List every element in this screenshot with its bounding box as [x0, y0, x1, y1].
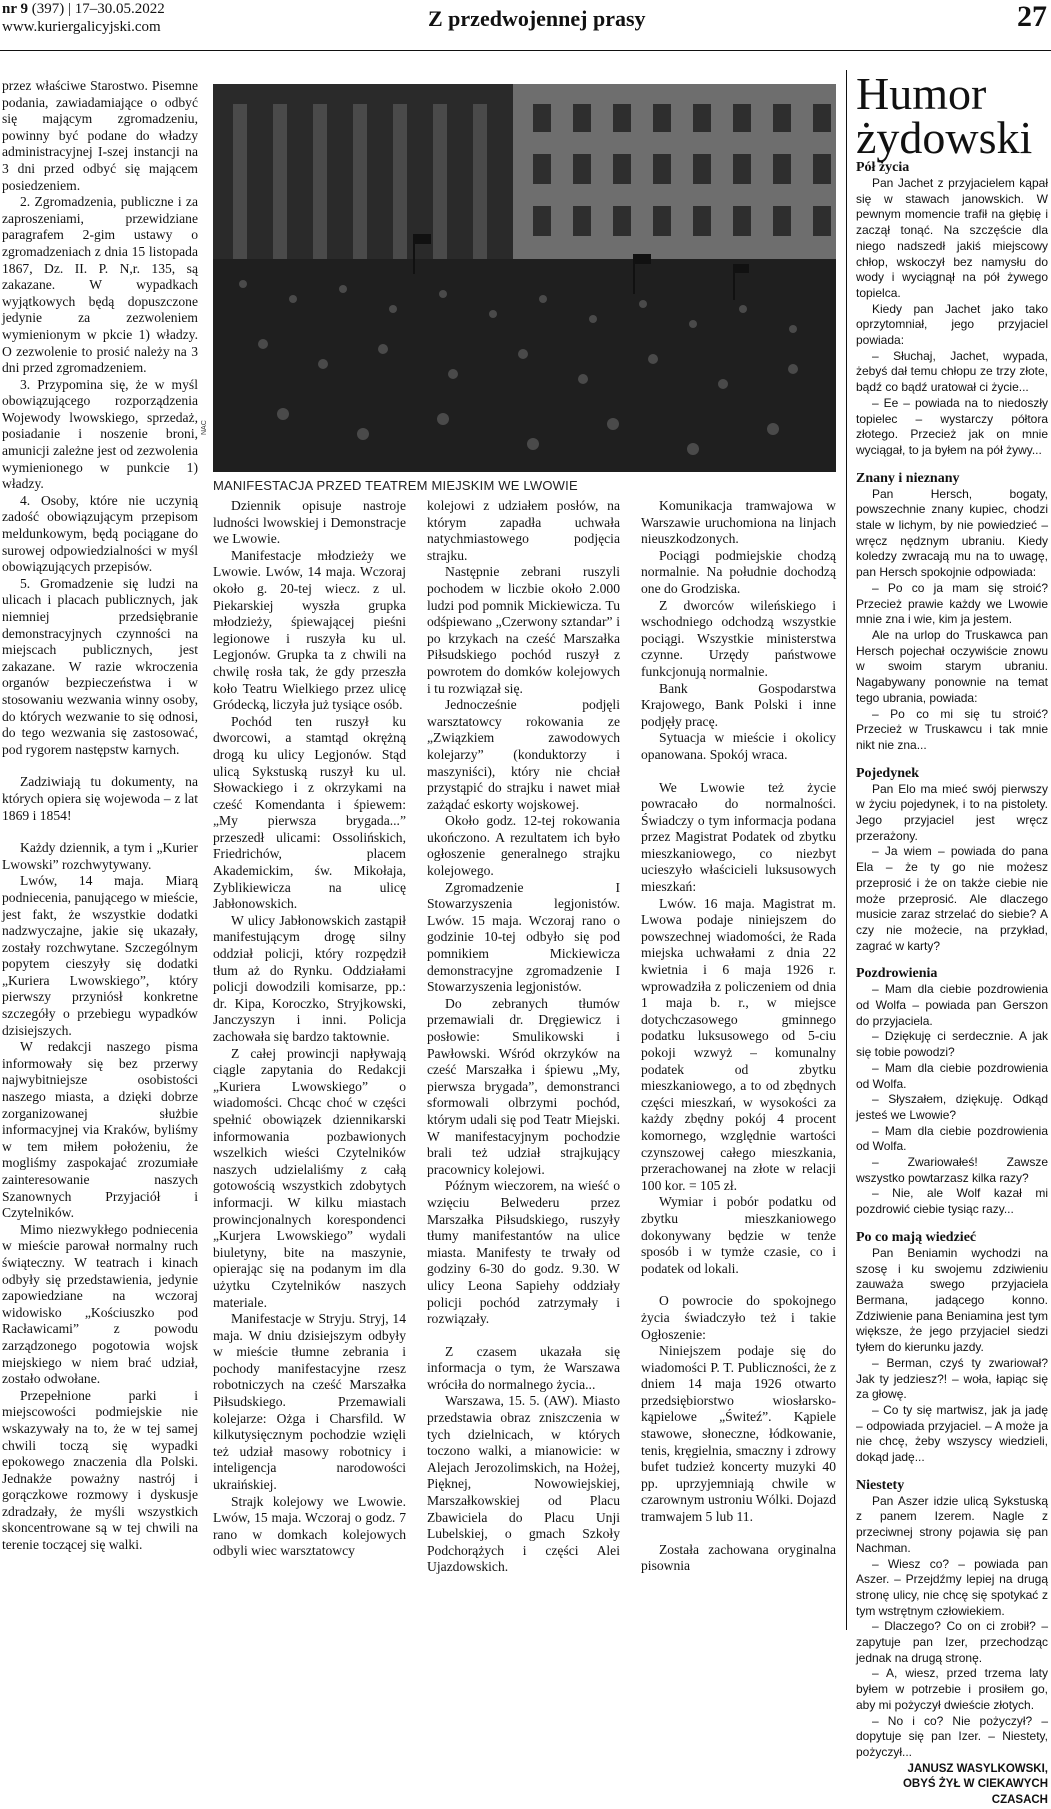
- paragraph: Około godz. 12-tej rokowania ukończono. A rezultatem ich było ogłoszenie generalnego strajku kolejowego.: [427, 813, 620, 879]
- joke-paragraph: Ale na urlop do Truskawca pan Hersch pojechał oczywiście znowu w swoim starym ubraniu. Nagabywany ponownie na temat tego ubrania, powiada:: [856, 627, 1048, 705]
- paragraph: Dziennik opisuje nastroje ludności lwowskiej i Demonstracje we Lwowie.: [213, 498, 406, 547]
- article-column-4: [641, 498, 836, 1575]
- paragraph: Z czasem ukazała się informacja o tym, że Warszawa wróciła do normalnego życia...: [427, 1343, 620, 1392]
- article-column-2: [213, 498, 406, 1560]
- issue-dates: | 17–30.05.2022: [67, 1, 165, 17]
- paragraph: kolejowi z udziałem posłów, na którym zapadła uchwała natychmiastowego podjęcia strajku.: [427, 498, 620, 563]
- page-header: [0, 0, 1051, 51]
- joke-paragraph: – Nie, ale Wolf kazał mi pozdrowić ciebie tysiąc razy...: [856, 1186, 1048, 1217]
- paragraph: Została zachowana oryginalna pisownia: [641, 1541, 836, 1574]
- paragraph: Lwów, 14 maja. Miarą podniecenia, panującego w mieście, jest fakt, że wszystkie dodatki nadzwyczajne, jakie się ukazały, zostały rozchwytane. Szczególnym popytem cieszyły się dodatki „Kuriera Lwowskiego”, który pierwszy przyniósł konkretne szczegóły o przebiegu wypadków dzisiejszych.: [2, 873, 198, 1038]
- joke-paragraph: Pan Jachet z przyjacielem kąpał się w stawach janowskich. W pewnym momencie trafił na głębię i zaczął tonąć. Na szczęście dla niego nadszedł jakiś miejscowy chłop, wskoczył bez namysłu do wody i wyciągnął na pół żywego topielca.: [856, 176, 1048, 300]
- paragraph: Lwów. 16 maja. Magistrat m. Lwowa podaje niniejszem do powszechnej wiadomości, że Rada miejska uchwałami z dnia 22 kwietnia i 6 maja 1926 r. wprowadziła z policzeniem od dnia 1 maja b. r., w miejsce dotychczasowego gminnego podatku luksusowego od 5-ciu pokoji wzwyż – komunalny podatek od zbytku mieszkaniowego, a to od zbędnych części mieszkań, w wysokości za każdy zbędny pokój 4 procent komornego, względnie wartości czynszowej całego mieszkania, przerachowanej na złote w relacji 100 kor. = 105 zł.: [641, 895, 836, 1193]
- section-title: Z przedwojennej prasy: [428, 6, 646, 31]
- joke-paragraph: Pan Elo ma mieć swój pierwszy w życiu pojedynek, i to na pistolety. Jego przyjaciel jest wręcz przerażony.: [856, 781, 1048, 843]
- joke-paragraph: – Mam dla ciebie pozdrowienia od Wolfa.: [856, 1123, 1048, 1154]
- paragraph: 2. Zgromadzenia, publiczne i za zaproszeniami, przewidziane paragrafem 2-gim ustawy o zgromadzeniach z dnia 15 listopada 1867, Dz. II. P. N,r. 135, są zakazane. W wypadkach wyjątkowych będą dopuszczone jedynie za zezwoleniem wymienionym w pkcie 1) władzy. O zezwolenie to prosić należy na 3 dni przed zgromadzeniem.: [2, 194, 198, 376]
- joke-heading: Pojedynek: [856, 765, 919, 781]
- paragraph: 5. Gromadzenie się ludzi na ulicach i placach publicznych, jak niemniej przedsiębranie demonstracyjnych czynności na miejscach publicznych, jest zakazane. W razie wkroczenia organów bezpieczeństwa i w stosowaniu wezwania winny osoby, do których wezwanie to się odnosi, do tego wezwania się zastosować, pod rygorem następstw karnych.: [2, 575, 198, 757]
- paragraph: przez właściwe Starostwo. Pisemne podania, zawiadamiające o odbyć się mającym zgromadzeniu, powinny być podane do władzy administracyjnej I-szej instancji na 3 dni przed odbyć się mającem posiedzeniem.: [2, 78, 198, 193]
- issue-number: nr 9: [2, 1, 28, 17]
- crowd-photo-illustration: [213, 84, 836, 472]
- paragraph: Bank Gospodarstwa Krajowego, Bank Polski i inne podjęły pracę.: [641, 680, 836, 729]
- paragraph: Zadziwiają tu dokumenty, na których opiera się wojewoda – z lat 1869 i 1854!: [2, 774, 198, 823]
- paragraph: W redakcji naszego pisma informowały się bez przerwy najwybitniejsze osobistości naszego miasta, a dzięki dobrze zorganizowanej służbie informacyjnej via Kraków, byliśmy w tem miłem położeniu, że mogliśmy zaspokajać zrozumiałe zainteresowanie naszych Szanownych Przyjaciół i Czytelników.: [2, 1039, 198, 1221]
- paragraph: Pochód ten ruszył ku dworcowi, a stamtąd okrężną drogą ku ulicy Legjonów. Stąd ulicą Sykstuską ruszył ku ul. Słowackiego i z okrzykami na cześć Komendanta i śpiewem: „My pierwsza brygada...” przeszedł ulicami: Ossolińskich, Friedrichów, placem Akademickim, św. Mikołaja, Zyblikiewicza na ulicę Jabłonowskich.: [213, 713, 406, 912]
- paragraph: Późnym wieczorem, na wieść o wzięciu Belwederu przez Marszałka Piłsudskiego, ruszyły tłumy manifestantów na ulice miasta. Manifesty te trwały od godziny 6-30 do godz. 9.30. W ulicy Leona Sapiehy oddziały policji pochód zatrzymały i rozwiązały.: [427, 1178, 620, 1327]
- paragraph: 4. Osoby, które nie uczynią zadość obowiązującym przepisom meldunkowym, będą pociągane do surowej odpowiedzialności w myśl obowiązujących przepisów.: [2, 492, 198, 575]
- paragraph: Manifestacje w Stryju. Stryj, 14 maja. W dniu dzisiejszym odbyły w mieście tłumne zebrania i pochody manifestacyjne rzesz robotniczych na cześć Marszałka Piłsudskiego. Przemawiali kolejarze: Ożga i Charsfild. W kilkutysięcznym pochodzie wzięli też udział masowy robotnicy i inteligencja narodowości ukraińskiej.: [213, 1311, 406, 1493]
- joke-paragraph: Pan Beniamin wychodzi na szosę i ku swojemu zdziwieniu zauważa swego przyjaciela Bermana, jadącego konno. Zdziwienie pana Beniamina jest tym większe, że jego przyjaciel siedzi tyłem do kierunku jazdy.: [856, 1245, 1048, 1355]
- humor-section-title: Humor żydowski: [856, 68, 1033, 163]
- manifestation-photo: [213, 84, 836, 472]
- joke-paragraph: – Wiesz co? – powiada pan Aszer. – Przejdźmy lepiej na drugą stronę ulicy, nie chcę się spotykać z tym wstrętnym człowiekiem.: [856, 1556, 1048, 1618]
- author-signature: JANUSZ WASYLKOWSKI,: [907, 1762, 1048, 1775]
- joke-paragraph: – Mam dla ciebie pozdrowienia od Wolfa – powiada pan Gerszon do przyjaciela.: [856, 982, 1048, 1028]
- joke-paragraph: – Słuchaj, Jachet, wypada, żebyś dał temu chłopu ze trzy złote, bądź co bądź uratował ci życie...: [856, 348, 1048, 395]
- paragraph: Komunikacja tramwajowa w Warszawie uruchomiona na linjach nieuszkodzonych.: [641, 498, 836, 547]
- paragraph: Przepełnione parki i miejscowości podmiejskie nie wskazywały na to, że w tej samej chwili toczą się wypadki epokowego znaczenia dla Polski. Jednakże poważny nastrój i gorączkowe rozmowy i dyskusje zdradzały, że myśli wszystkich skoncentrowane są w tej chwili na terenie toczącej się walki.: [2, 1387, 198, 1553]
- joke-paragraph: – Zwariowałeś! Zawsze wszystko powtarzasz kilka razy?: [856, 1155, 1048, 1185]
- paragraph: Z całej prowincji napływają ciągle zapytania do Redakcji „Kuriera Lwowskiego” o wiadomości. Chcąc choć w części spełnić obowiązek dziennikarski informowania pozbawionych wszelkich wieści Czytelników naszych udzielaliśmy z całą gotowością wszystkich zdobytych informacji. W kilku miastach prowincjonalnych korespondenci „Kurjera Lwowskiego” wydali biuletyny, bite na maszynie, opierając się na podanym im dla użytku Czytelników naszych materiale.: [213, 1045, 406, 1310]
- joke-paragraph: – Dlaczego? Co on ci zrobił? – zapytuje pan Izer, przechodząc jednak na drugą stronę.: [856, 1619, 1048, 1665]
- joke-paragraph: – Co ty się martwisz, jak ja jadę – odpowiada przyjaciel. – A może ja nie chcę, żeby wszyscy wiedzieli, dokąd jadę...: [856, 1402, 1048, 1465]
- website-url: www.kuriergalicyjski.com: [2, 19, 161, 35]
- joke-paragraph: Pan Aszer idzie ulicą Sykstuską z panem Izerem. Nagle z przeciwnej strony pojawia się pan Nachman.: [856, 1493, 1048, 1555]
- paragraph: Mimo niezwykłego podniecenia w mieście parował normalny ruch świąteczny. W teatrach i kinach odbyły się przedstawienia, jedynie zapowiedziane na wczoraj widowisko „Kościuszko pod Racławicami” z powodu zarządzonego pogotowia wojsk miejskiego w niem brać udział, zostało odwołane.: [2, 1221, 198, 1387]
- paragraph: Jednocześnie podjęli warsztatowcy rokowania ze „Związkiem zawodowych kolejarzy” (konduktorzy i maszyniści), który nie chciał przystąpić do strajku i nawet miał zażądać eskorty wojskowej.: [427, 697, 620, 812]
- paragraph: Do zebranych tłumów przemawiali dr. Dręgiewicz i posłowie: Smulikowski i Pawłowski. Wśród okrzyków na cześć Marszałka i śpiewu „My, pierwsza brygada”, demonstranci sformowali olbrzymi pochód, którym udali się pod Teatr Miejski. W manifestacyjnym pochodzie brali też udział strajkujący pracownicy kolejowi.: [427, 995, 620, 1177]
- joke-heading: Pół życia: [856, 160, 910, 175]
- joke-paragraph: – Słyszałem, dziękuję. Odkąd jesteś we Lwowie?: [856, 1092, 1048, 1122]
- joke-heading: Po co mają wiedzieć: [856, 1229, 977, 1245]
- photo-credit: NAC: [201, 420, 208, 435]
- paragraph: Każdy dziennik, a tym i „Kurier Lwowski” rozchwytywany.: [2, 840, 198, 872]
- joke-paragraph: – Ja wiem – powiada do pana Ela – że ty go nie możesz przeprosić i że on także ciebie nie może przeprosić. Ale dlaczego musicie zaraz strzelać do siebie? A czy nie możecie, na przykład, zagrać w karty?: [856, 844, 1048, 953]
- joke-paragraph: – Dziękuję ci serdecznie. A jak się tobie powodzi?: [856, 1029, 1048, 1060]
- joke-heading: Pozdrowienia: [856, 966, 938, 982]
- paragraph: Niniejszem podaje się do wiadomości P. T. Publiczności, że z dniem 14 maja 1926 otwarto przedsiębiorstwo wiosłarsko-kąpielowe „Świteź”. Kąpiele stawowe, słoneczne, łódkowanie, tenis, kręgielnia, smaczny i zdrowy bufet tudzież koncerty muzyki 40 pp. uprzyjemniają chwile w czarownym ustroniu Wólki. Dojazd tramwajem 5 lub 11.: [641, 1343, 836, 1525]
- paragraph: Następnie zebrani ruszyli pochodem w liczbie około 2.000 ludzi pod pomnik Mickiewicza. Tu odśpiewano „Czerwony sztandar” i po krzykach na cześć Marszałka Piłsudskiego pochód ruszył z powrotem do domków kolejowych i tu rozwiązał się.: [427, 564, 620, 696]
- paragraph: Strajk kolejowy we Lwowie. Lwów, 15 maja. Wczoraj o godz. 7 rano w domkach kolejowych odbyli wiec warsztatowcy: [213, 1493, 406, 1559]
- issue-info: [2, 0, 165, 36]
- joke-paragraph: – A, wiesz, przed trzema laty byłem w potrzebie i prosiłem go, aby mi pożyczył dwieście złotych.: [856, 1666, 1048, 1712]
- photo-caption: MANIFESTACJA PRZED TEATREM MIEJSKIM WE LWOWIE: [213, 478, 578, 493]
- article-column-3: [427, 498, 620, 1576]
- paragraph: Zgromadzenie I Stowarzyszenia legjonistów. Lwów. 15 maja. Wczoraj rano o godzinie 10-tej odbyło się pod pomnikiem Mickiewicza demonstracyjne zgromadzenie I Stowarzyszenia legjonistów.: [427, 879, 620, 995]
- joke-paragraph: Pan Hersch, bogaty, powszechnie znany kupiec, chodzi stale w lichym, by nie powiedzieć – wręcz nędznym ubraniu. Kiedy koledzy zwracają mu na to uwagę, pan Hersch spokojnie odpowiada:: [856, 486, 1048, 580]
- joke-paragraph: – Po co mi się tu stroić? Przecież w Truskawcu i tak mnie nikt nie zna...: [856, 706, 1048, 752]
- joke-paragraph: – No i co? Nie pożyczył? – dopytuje się pan Izer. – Niestety, pożyczył...: [856, 1713, 1048, 1759]
- paragraph: O powrocie do spokojnego życia świadczyło też i takie Ogłoszenie:: [641, 1293, 836, 1342]
- article-column-1: [2, 78, 198, 1554]
- paragraph: Manifestacje młodzieży we Lwowie. Lwów, 14 maja. Wczoraj około g. 20-tej wiecz. z ul. Piekarskiej wyszła grupka młodzieży, śpiewającej pieśni legionowe i ruszyła ku ul. Legjonów. Grupka ta z chwili na chwilę rosła tak, że gdy przeszła koło Teatru Wielkiego przez ulicę Gródecką, liczyła już tysiące osób.: [213, 547, 406, 713]
- author-signature-subtitle: OBYŚ ŻYŁ W CIEKAWYCH CZASACH: [902, 1778, 1048, 1807]
- issue-total: (397): [31, 1, 65, 17]
- paragraph: We Lwowie też życie powracało do normalności. Świadczy o tym informacja podana przez Magistrat Podatek od zbytku mieszkaniowego, co niezbyt ucieszyło właścicieli luksusowych mieszkań:: [641, 779, 836, 895]
- joke-paragraph: – Ee – powiada na to niedoszły topielec – wystarczy półtora złotego. Przecież jak on mnie wyciągał, to ja byłem na pół żywy...: [856, 395, 1048, 457]
- joke-heading: Znany i nieznany: [856, 470, 960, 486]
- paragraph: W ulicy Jabłonowskich zastąpił manifestującym drogę silny oddział policji, który rozpędził tłum aż do Rynku. Oddziałami policji dowodzili komisarze, pp.: dr. Kipa, Koroczko, Stryjkowski, Janczyszyn i inni. Policja zachowała się bardzo taktownie.: [213, 912, 406, 1044]
- column-divider: [846, 70, 847, 1630]
- joke-heading: Niestety: [856, 1477, 905, 1493]
- joke-paragraph: – Berman, czyś ty zwariował? Jak ty jedziesz?! – woła, łapiąc się za głowę.: [856, 1355, 1048, 1402]
- paragraph: Wymiar i pobór podatku od zbytku mieszkaniowego dokonywany będzie w tenże sposób i w tymże czasie, co i podatek od lokali.: [641, 1194, 836, 1276]
- paragraph: Z dworców wileńskiego i wschodniego odchodzą wszystkie pociągi. Wszystkie ministerstwa czynne. Urzędy państwowe funkcjonują normalnie.: [641, 597, 836, 679]
- joke-paragraph: – Po co ja mam się stroić? Przecież prawie każdy we Lwowie mnie zna i wie, kim ja jestem.: [856, 580, 1048, 627]
- paragraph: Sytuacja w mieście i okolicy opanowana. Spokój wraca.: [641, 730, 836, 762]
- joke-paragraph: Kiedy pan Jachet jako tako oprzytomniał, jego przyjaciel powiada:: [856, 301, 1048, 348]
- paragraph: Warszawa, 15. 5. (AW). Miasto przedstawia obraz zniszczenia w tych dzielnicach, w których toczono walki, a mianowicie: w Alejach Jerozolimskich, na Hożej, Pięknej, Nowowiejskiej, Marszałkowskiej od Placu Zbawiciela do Placu Unji Lubelskiej, o gmach Szkoły Podchorążych i części Alei Ujazdowskich.: [427, 1393, 620, 1575]
- humor-column: [856, 160, 1048, 1809]
- paragraph: 3. Przypomina się, że w myśl obowiązującego rozporządzenia Wojewody lwowskiego, sprzedaż, posiadanie i noszenie broni, amunicji zależne jest od zezwolenia wymienionego w punkcie 1) władzy.: [2, 376, 198, 492]
- joke-paragraph: – Mam dla ciebie pozdrowienia od Wolfa.: [856, 1060, 1048, 1091]
- paragraph: Pociągi podmiejskie chodzą normalnie. Na południe dochodzą one do Grodziska.: [641, 547, 836, 596]
- page-number: 27: [1017, 0, 1047, 33]
